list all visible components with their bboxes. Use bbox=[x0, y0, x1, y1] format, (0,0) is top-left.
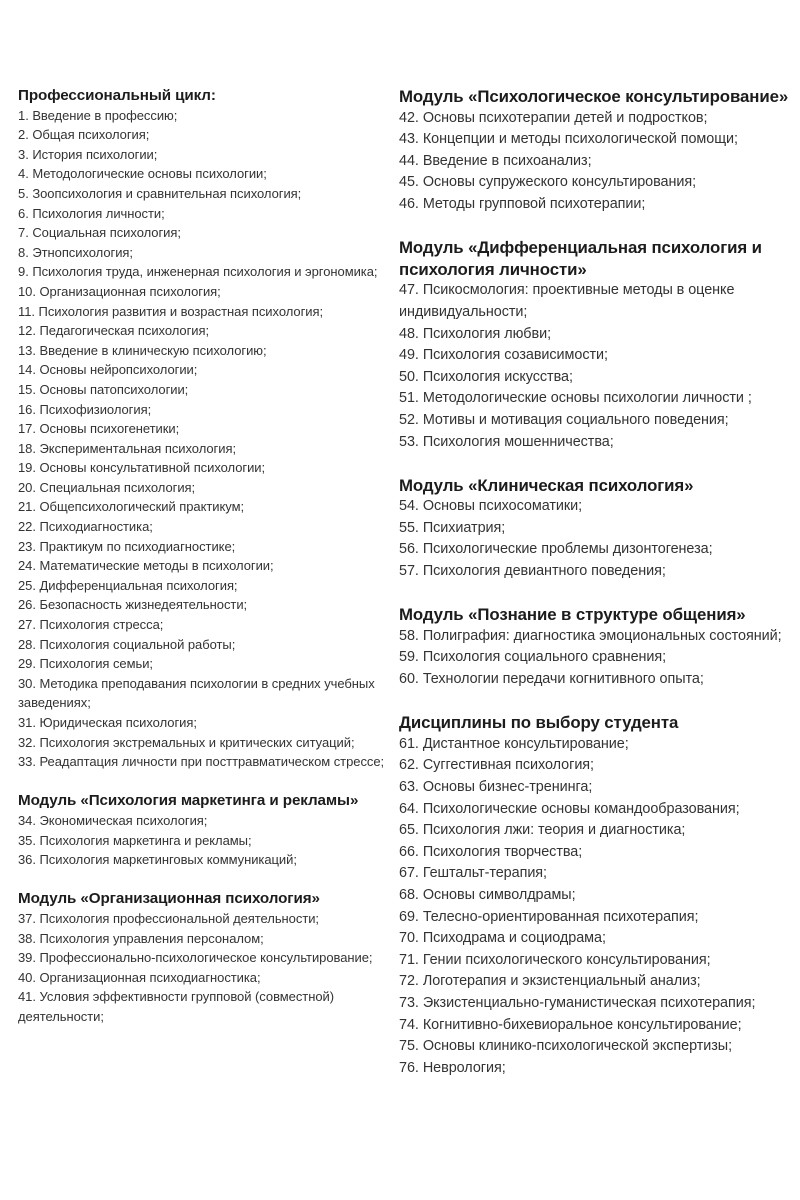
discipline-item bbox=[18, 556, 390, 576]
discipline-item bbox=[399, 863, 799, 885]
discipline-number: 49 . bbox=[399, 347, 423, 363]
discipline-item bbox=[399, 755, 799, 777]
discipline-name: Экзистенциально-гуманистическая психотерапия; bbox=[422, 994, 756, 1011]
discipline-name: Технологии передачи когнитивного опыта; bbox=[422, 671, 704, 688]
discipline-name: Математические методы в психологии; bbox=[39, 558, 274, 574]
discipline-number: 68 . bbox=[399, 887, 423, 903]
discipline-number: 45 . bbox=[399, 174, 423, 190]
discipline-item bbox=[18, 204, 390, 224]
discipline-name: Психодрама и социодрама; bbox=[422, 930, 606, 947]
discipline-number: 26 . bbox=[18, 597, 40, 612]
discipline-item bbox=[18, 302, 390, 322]
discipline-name: Психиатрия; bbox=[422, 519, 506, 536]
discipline-number: 32 . bbox=[18, 735, 40, 750]
discipline-number: 47 . bbox=[399, 282, 423, 298]
discipline-item bbox=[399, 432, 799, 454]
discipline-number: 76 . bbox=[399, 1060, 423, 1076]
discipline-number: 25 . bbox=[18, 578, 40, 593]
discipline-name: Экономическая психология; bbox=[39, 812, 208, 828]
discipline-number: 55 . bbox=[399, 520, 423, 536]
discipline-item bbox=[399, 842, 799, 864]
discipline-name: Этнопсихология; bbox=[32, 244, 133, 260]
discipline-item bbox=[18, 968, 390, 988]
curriculum-section bbox=[18, 86, 390, 772]
discipline-number: 35 . bbox=[18, 833, 40, 848]
discipline-item bbox=[399, 799, 799, 821]
discipline-item bbox=[18, 478, 390, 498]
discipline-number: 51 . bbox=[399, 390, 423, 406]
discipline-name: Психология социального сравнения; bbox=[422, 649, 667, 666]
discipline-number: 36 . bbox=[18, 852, 40, 867]
discipline-name: Безопасность жизнедеятельности; bbox=[39, 597, 248, 613]
discipline-number: 20 . bbox=[18, 480, 40, 495]
discipline-item bbox=[18, 929, 390, 949]
discipline-list bbox=[399, 108, 799, 216]
discipline-item bbox=[399, 129, 799, 151]
discipline-item bbox=[399, 151, 799, 173]
discipline-name: Введение в клиническую психологию; bbox=[39, 342, 267, 358]
discipline-item bbox=[18, 811, 390, 831]
discipline-item bbox=[399, 518, 799, 540]
discipline-name: Психология маркетинга и рекламы; bbox=[39, 832, 252, 848]
discipline-name: Психодиагностика; bbox=[39, 519, 153, 535]
discipline-name: Методологические основы психологии; bbox=[32, 166, 267, 182]
discipline-number: 21 . bbox=[18, 499, 40, 514]
discipline-name: Полиграфия: диагностика эмоциональных состояний; bbox=[422, 627, 782, 644]
discipline-number: 24 . bbox=[18, 558, 40, 573]
discipline-name: Основы психотерапии детей и подростков; bbox=[422, 109, 708, 126]
discipline-item bbox=[18, 497, 390, 517]
discipline-number: 5 . bbox=[18, 186, 32, 201]
discipline-number: 33 . bbox=[18, 754, 40, 769]
discipline-name: Логотерапия и экзистенциальный анализ; bbox=[422, 973, 701, 990]
discipline-item bbox=[399, 496, 799, 518]
discipline-item bbox=[18, 850, 390, 870]
curriculum-section bbox=[399, 604, 799, 690]
discipline-name: Психологические проблемы дизонтогенеза; bbox=[422, 541, 713, 558]
discipline-item bbox=[18, 537, 390, 557]
discipline-name: Психофизиология; bbox=[39, 401, 152, 417]
discipline-name: Основы бизнес-тренинга; bbox=[422, 779, 593, 795]
discipline-item bbox=[399, 971, 799, 993]
discipline-number: 39 . bbox=[18, 950, 40, 965]
discipline-name: Суггестивная психология; bbox=[422, 757, 594, 774]
discipline-item bbox=[18, 654, 390, 674]
discipline-number: 73 . bbox=[399, 995, 423, 1011]
curriculum-section bbox=[399, 86, 799, 216]
discipline-number: 42 . bbox=[399, 110, 423, 126]
discipline-name: Основы патопсихологии; bbox=[39, 381, 189, 397]
discipline-name: Психология экстремальных и критических ситуаций; bbox=[39, 734, 355, 750]
discipline-name: Экспериментальная психология; bbox=[39, 440, 237, 456]
section-title: Модуль «Клиническая психология» bbox=[399, 475, 694, 495]
discipline-name: Введение в профессию; bbox=[32, 107, 178, 123]
discipline-name: Профессионально-психологическое консультирование; bbox=[39, 950, 373, 966]
discipline-item bbox=[399, 885, 799, 907]
discipline-item bbox=[399, 539, 799, 561]
discipline-name: Когнитивно-бихевиоральное консультирование; bbox=[422, 1016, 742, 1033]
discipline-name: Реадаптация личности при посттравматическом стрессе; bbox=[39, 754, 385, 770]
discipline-item bbox=[18, 184, 390, 204]
discipline-number: 16 . bbox=[18, 402, 40, 417]
discipline-number: 43 . bbox=[399, 131, 423, 147]
discipline-item bbox=[18, 831, 390, 851]
discipline-item bbox=[18, 282, 390, 302]
discipline-list bbox=[18, 106, 390, 772]
section-title: Модуль «Дифференциальная психология и психология личности» bbox=[399, 238, 762, 279]
discipline-item bbox=[399, 1036, 799, 1058]
discipline-item bbox=[399, 280, 799, 323]
discipline-item bbox=[18, 243, 390, 263]
discipline-name: Психология профессиональной деятельности; bbox=[39, 910, 319, 926]
discipline-item bbox=[18, 341, 390, 361]
discipline-name: Основы супружеского консультирования; bbox=[422, 174, 697, 191]
discipline-item bbox=[18, 733, 390, 753]
curriculum-section bbox=[18, 889, 390, 1026]
discipline-number: 52 . bbox=[399, 412, 423, 428]
discipline-item bbox=[399, 324, 799, 346]
discipline-name: Общая психология; bbox=[32, 127, 150, 143]
discipline-name: Основы психогенетики; bbox=[39, 421, 180, 437]
discipline-item bbox=[18, 223, 390, 243]
discipline-list bbox=[18, 811, 390, 870]
discipline-item bbox=[18, 948, 390, 968]
discipline-number: 50 . bbox=[399, 369, 423, 385]
discipline-number: 72 . bbox=[399, 973, 423, 989]
left-column bbox=[18, 86, 390, 1046]
curriculum-section bbox=[18, 791, 390, 869]
discipline-name: Гештальт-терапия; bbox=[422, 865, 548, 882]
discipline-number: 46 . bbox=[399, 196, 423, 212]
discipline-item bbox=[18, 595, 390, 615]
discipline-item bbox=[18, 674, 390, 713]
discipline-item bbox=[18, 164, 390, 184]
discipline-number: 56 . bbox=[399, 541, 423, 557]
discipline-number: 13 . bbox=[18, 343, 40, 358]
discipline-item bbox=[399, 734, 799, 756]
discipline-item bbox=[18, 615, 390, 635]
discipline-number: 70 . bbox=[399, 930, 423, 946]
discipline-item bbox=[399, 1015, 799, 1037]
discipline-number: 8 . bbox=[18, 245, 32, 260]
discipline-name: Условия эффективности групповой (совместной) деятельности; bbox=[18, 989, 335, 1024]
discipline-number: 63 . bbox=[399, 779, 423, 795]
discipline-item bbox=[18, 752, 390, 772]
discipline-name: Психология управления персоналом; bbox=[39, 930, 264, 946]
discipline-name: Основы консультативной психологии; bbox=[39, 460, 266, 476]
discipline-number: 44 . bbox=[399, 153, 423, 169]
discipline-item bbox=[18, 321, 390, 341]
discipline-name: Практикум по психодиагностике; bbox=[39, 538, 236, 554]
discipline-number: 59 . bbox=[399, 649, 423, 665]
discipline-name: Общепсихологический практикум; bbox=[39, 499, 245, 515]
discipline-item bbox=[399, 777, 799, 799]
right-column bbox=[399, 86, 799, 1101]
discipline-number: 58 . bbox=[399, 628, 423, 644]
curriculum-section bbox=[399, 712, 799, 1079]
discipline-number: 18 . bbox=[18, 441, 40, 456]
discipline-number: 22 . bbox=[18, 519, 40, 534]
discipline-item bbox=[18, 262, 390, 282]
discipline-number: 7 . bbox=[18, 225, 32, 240]
discipline-item bbox=[18, 400, 390, 420]
curriculum-section bbox=[399, 475, 799, 583]
discipline-item bbox=[18, 987, 390, 1026]
discipline-item bbox=[18, 145, 390, 165]
discipline-list bbox=[399, 626, 799, 691]
discipline-item bbox=[399, 820, 799, 842]
discipline-name: Введение в психоанализ; bbox=[422, 152, 592, 169]
discipline-number: 48 . bbox=[399, 326, 423, 342]
discipline-item bbox=[399, 647, 799, 669]
discipline-number: 40 . bbox=[18, 970, 40, 985]
section-title: Модуль «Организационная психология» bbox=[18, 890, 320, 908]
discipline-item bbox=[399, 907, 799, 929]
discipline-number: 4 . bbox=[18, 166, 32, 181]
discipline-number: 75 . bbox=[399, 1038, 423, 1054]
discipline-item bbox=[399, 172, 799, 194]
discipline-item bbox=[399, 1058, 799, 1080]
discipline-number: 17 . bbox=[18, 421, 40, 436]
discipline-name: Психология девиантного поведения; bbox=[422, 563, 666, 580]
discipline-number: 2 . bbox=[18, 127, 32, 142]
curriculum-section bbox=[399, 237, 799, 453]
discipline-list bbox=[399, 280, 799, 453]
discipline-name: Психология личности; bbox=[32, 205, 165, 221]
discipline-name: Неврология; bbox=[422, 1059, 506, 1076]
discipline-number: 23 . bbox=[18, 539, 40, 554]
discipline-name: Психология мошенничества; bbox=[422, 433, 614, 450]
discipline-name: Гении психологического консультирования; bbox=[422, 951, 711, 968]
discipline-item bbox=[399, 108, 799, 130]
discipline-item bbox=[18, 635, 390, 655]
discipline-item bbox=[399, 410, 799, 432]
discipline-list bbox=[399, 734, 799, 1080]
discipline-name: Концепции и методы психологической помощи; bbox=[422, 131, 738, 148]
discipline-item bbox=[18, 576, 390, 596]
discipline-number: 37 . bbox=[18, 911, 40, 926]
discipline-number: 61 . bbox=[399, 736, 423, 752]
discipline-item bbox=[399, 194, 799, 216]
discipline-number: 65 . bbox=[399, 822, 423, 838]
discipline-number: 62 . bbox=[399, 757, 423, 773]
discipline-name: Психология труда, инженерная психология и эргономика; bbox=[32, 264, 378, 280]
discipline-name: Социальная психология; bbox=[32, 225, 181, 241]
discipline-name: Психологические основы командообразования; bbox=[422, 800, 740, 817]
discipline-name: Основы символдрамы; bbox=[422, 886, 576, 903]
discipline-name: Специальная психология; bbox=[39, 479, 196, 495]
discipline-number: 11 . bbox=[18, 304, 39, 319]
discipline-name: Психология развития и возрастная психология; bbox=[38, 303, 324, 319]
discipline-number: 53 . bbox=[399, 434, 423, 450]
discipline-item bbox=[18, 909, 390, 929]
discipline-name: Психология лжи: теория и диагностика; bbox=[422, 822, 686, 839]
discipline-number: 27 . bbox=[18, 617, 40, 632]
discipline-number: 1 . bbox=[18, 108, 32, 123]
discipline-list bbox=[18, 909, 390, 1027]
discipline-name: Дистантное консультирование; bbox=[422, 735, 629, 752]
discipline-item bbox=[18, 380, 390, 400]
discipline-name: Методологические основы психологии личности ; bbox=[422, 390, 752, 407]
discipline-number: 66 . bbox=[399, 844, 423, 860]
section-title: Дисциплины по выбору студента bbox=[399, 713, 679, 733]
discipline-name: История психологии; bbox=[32, 146, 158, 162]
discipline-item bbox=[399, 669, 799, 691]
discipline-number: 54 . bbox=[399, 498, 423, 514]
discipline-number: 6 . bbox=[18, 206, 32, 221]
discipline-number: 57 . bbox=[399, 563, 423, 579]
discipline-item bbox=[399, 561, 799, 583]
discipline-number: 64 . bbox=[399, 801, 423, 817]
discipline-number: 19 . bbox=[18, 460, 40, 475]
discipline-name: Психология социальной работы; bbox=[39, 636, 236, 652]
discipline-number: 9 . bbox=[18, 264, 32, 279]
discipline-item bbox=[18, 419, 390, 439]
section-title: Профессиональный цикл: bbox=[18, 87, 216, 104]
discipline-item bbox=[399, 388, 799, 410]
discipline-list bbox=[399, 496, 799, 582]
discipline-item bbox=[18, 458, 390, 478]
discipline-name: Мотивы и мотивация социального поведения; bbox=[422, 411, 729, 428]
discipline-name: Психология стресса; bbox=[39, 617, 164, 633]
discipline-item bbox=[399, 367, 799, 389]
discipline-name: Основы клинико-психологической экспертизы; bbox=[422, 1038, 733, 1055]
discipline-number: 69 . bbox=[399, 909, 423, 925]
discipline-name: Педагогическая психология; bbox=[39, 323, 210, 339]
discipline-number: 67 . bbox=[399, 865, 423, 881]
section-title: Модуль «Познание в структуре общения» bbox=[399, 605, 746, 625]
discipline-name: Зоопсихология и сравнительная психология; bbox=[32, 185, 302, 201]
discipline-name: Основы нейропсихологии; bbox=[39, 362, 198, 378]
discipline-number: 10 . bbox=[18, 284, 40, 299]
discipline-name: Психология искусства; bbox=[422, 368, 573, 385]
discipline-name: Дифференциальная психология; bbox=[39, 577, 238, 593]
discipline-item bbox=[399, 928, 799, 950]
discipline-name: Юридическая психология; bbox=[39, 715, 197, 730]
discipline-number: 31 . bbox=[18, 715, 40, 730]
discipline-item bbox=[18, 125, 390, 145]
discipline-number: 3 . bbox=[18, 147, 32, 162]
discipline-name: Телесно-ориентированная психотерапия; bbox=[422, 908, 699, 925]
discipline-number: 34 . bbox=[18, 813, 40, 828]
discipline-number: 28 . bbox=[18, 637, 40, 652]
discipline-item bbox=[399, 993, 799, 1015]
discipline-item bbox=[18, 713, 390, 733]
section-title: Модуль «Психологическое консультирование» bbox=[399, 87, 789, 106]
discipline-name: Психология любви; bbox=[422, 325, 552, 342]
discipline-name: Методы групповой психотерапии; bbox=[422, 195, 646, 212]
discipline-number: 71 . bbox=[399, 952, 423, 968]
discipline-name: Методика преподавания психологии в средних учебных заведениях; bbox=[18, 675, 375, 711]
discipline-item bbox=[399, 626, 799, 648]
discipline-name: Психология творчества; bbox=[422, 843, 583, 860]
discipline-name: Организационная психология; bbox=[39, 283, 221, 299]
discipline-item bbox=[18, 517, 390, 537]
discipline-number: 60 . bbox=[399, 671, 423, 687]
discipline-item bbox=[18, 439, 390, 459]
discipline-name: Основы психосоматики; bbox=[422, 498, 583, 515]
discipline-name: Псикосмология: проективные методы в оценке индивидуальности; bbox=[399, 282, 735, 320]
section-title: Модуль «Психология маркетинга и рекламы» bbox=[18, 792, 359, 810]
discipline-number: 29 . bbox=[18, 656, 40, 671]
discipline-item bbox=[18, 360, 390, 380]
discipline-number: 38 . bbox=[18, 931, 40, 946]
discipline-name: Психология маркетинговых коммуникаций; bbox=[39, 852, 297, 868]
discipline-item bbox=[399, 950, 799, 972]
discipline-item bbox=[399, 345, 799, 367]
discipline-number: 30 . bbox=[18, 676, 40, 691]
discipline-number: 74 . bbox=[399, 1017, 423, 1033]
discipline-number: 14 . bbox=[18, 362, 40, 377]
discipline-name: Организационная психодиагностика; bbox=[39, 969, 261, 985]
discipline-name: Психология созависимости; bbox=[422, 347, 608, 364]
discipline-item bbox=[18, 106, 390, 126]
discipline-number: 15 . bbox=[18, 382, 40, 397]
discipline-name: Психология семьи; bbox=[39, 656, 153, 672]
discipline-number: 12 . bbox=[18, 323, 40, 338]
discipline-number: 41 . bbox=[18, 989, 40, 1004]
